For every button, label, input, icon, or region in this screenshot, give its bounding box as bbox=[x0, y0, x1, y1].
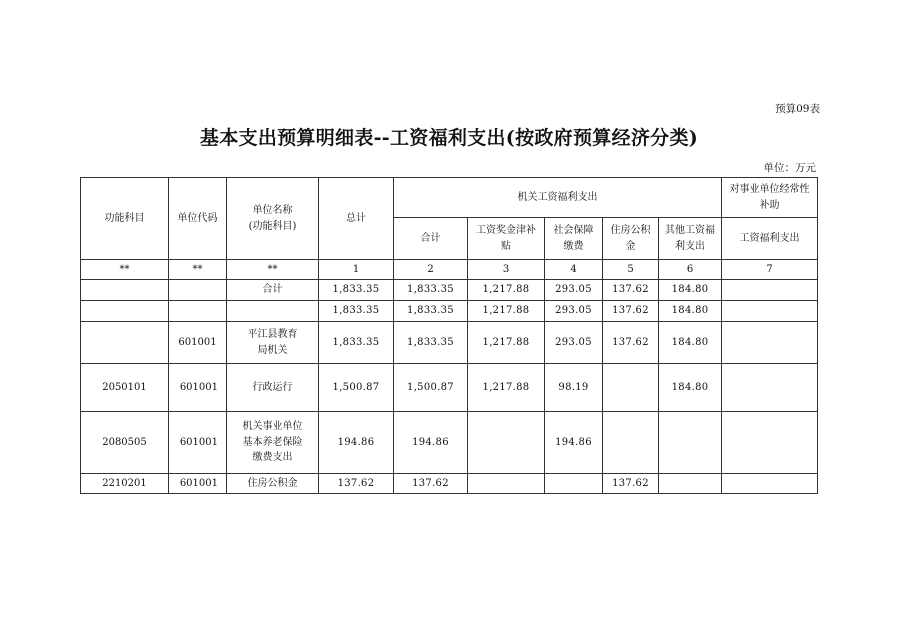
cell-bonus: 1,217.88 bbox=[468, 301, 545, 322]
header-sub-total: 合计 bbox=[394, 218, 468, 260]
cell-housing: 137.62 bbox=[603, 474, 659, 494]
cell-code: 601001 bbox=[169, 412, 227, 474]
table-row bbox=[81, 301, 818, 322]
cell-name: 住房公积金 bbox=[227, 474, 319, 494]
header-unit-name bbox=[227, 178, 319, 260]
index-cell: 6 bbox=[659, 260, 722, 280]
cell-func: 2080505 bbox=[81, 412, 169, 474]
index-cell: 2 bbox=[394, 260, 468, 280]
cell-other bbox=[659, 474, 722, 494]
cell-sum: 1,833.35 bbox=[394, 322, 468, 364]
cell-sum: 137.62 bbox=[394, 474, 468, 494]
cell-bonus bbox=[468, 474, 545, 494]
cell-func: 2050101 bbox=[81, 364, 169, 412]
header-group-subsidy bbox=[722, 178, 818, 218]
cell-subsidy bbox=[722, 322, 818, 364]
cell-social bbox=[545, 474, 603, 494]
cell-name bbox=[227, 301, 319, 322]
cell-name bbox=[227, 322, 319, 364]
cell-name-text: 平江县教育局机关 bbox=[247, 329, 298, 356]
budget-table bbox=[80, 177, 818, 494]
header-sub-social bbox=[545, 218, 603, 260]
unit-label: 单位：万元 bbox=[763, 162, 816, 174]
table-number-note: 预算09表 bbox=[775, 103, 820, 115]
cell-sum: 1,500.87 bbox=[394, 364, 468, 412]
cell-code: 601001 bbox=[169, 474, 227, 494]
cell-social: 293.05 bbox=[545, 301, 603, 322]
cell-housing: 137.62 bbox=[603, 301, 659, 322]
cell-sum: 1,833.35 bbox=[394, 280, 468, 301]
index-cell: 1 bbox=[319, 260, 394, 280]
cell-name-text: 机关事业单位基本养老保险缴费支出 bbox=[242, 421, 303, 464]
cell-social: 98.19 bbox=[545, 364, 603, 412]
cell-subsidy bbox=[722, 412, 818, 474]
header-group-subsidy-text: 对事业单位经常性补助 bbox=[729, 184, 810, 211]
cell-other: 184.80 bbox=[659, 364, 722, 412]
header-sub-subsidy-wage: 工资福利支出 bbox=[722, 218, 818, 260]
cell-subsidy bbox=[722, 301, 818, 322]
cell-housing bbox=[603, 364, 659, 412]
cell-subsidy bbox=[722, 474, 818, 494]
cell-total: 1,833.35 bbox=[319, 322, 394, 364]
cell-name: 合计 bbox=[227, 280, 319, 301]
cell-bonus: 1,217.88 bbox=[468, 322, 545, 364]
cell-func: 2210201 bbox=[81, 474, 169, 494]
cell-name bbox=[227, 412, 319, 474]
header-func-subject: 功能科目 bbox=[81, 178, 169, 260]
header-sub-housing-text: 住房公积金 bbox=[610, 225, 651, 252]
index-cell: ** bbox=[227, 260, 319, 280]
cell-total: 1,833.35 bbox=[319, 280, 394, 301]
cell-housing bbox=[603, 412, 659, 474]
index-cell: 7 bbox=[722, 260, 818, 280]
cell-bonus bbox=[468, 412, 545, 474]
index-cell: 5 bbox=[603, 260, 659, 280]
index-cell: ** bbox=[169, 260, 227, 280]
table-row bbox=[81, 364, 818, 412]
header-sub-social-text: 社会保障缴费 bbox=[553, 225, 594, 252]
cell-subsidy bbox=[722, 280, 818, 301]
cell-func bbox=[81, 322, 169, 364]
index-cell: 4 bbox=[545, 260, 603, 280]
cell-social: 293.05 bbox=[545, 280, 603, 301]
cell-subsidy bbox=[722, 364, 818, 412]
cell-total: 137.62 bbox=[319, 474, 394, 494]
cell-code bbox=[169, 280, 227, 301]
cell-other: 184.80 bbox=[659, 322, 722, 364]
header-unit-name-text: 单位名称(功能科目) bbox=[248, 205, 297, 232]
header-group-wage: 机关工资福利支出 bbox=[394, 178, 722, 218]
table-row bbox=[81, 280, 818, 301]
header-sub-bonus bbox=[468, 218, 545, 260]
header-sub-other-text: 其他工资福利支出 bbox=[665, 225, 716, 252]
cell-total: 1,833.35 bbox=[319, 301, 394, 322]
header-total: 总计 bbox=[319, 178, 394, 260]
cell-func bbox=[81, 280, 169, 301]
header-sub-other bbox=[659, 218, 722, 260]
cell-social: 293.05 bbox=[545, 322, 603, 364]
table-row bbox=[81, 322, 818, 364]
cell-total: 1,500.87 bbox=[319, 364, 394, 412]
table-row bbox=[81, 474, 818, 494]
cell-other: 184.80 bbox=[659, 301, 722, 322]
cell-social: 194.86 bbox=[545, 412, 603, 474]
cell-housing: 137.62 bbox=[603, 280, 659, 301]
header-sub-housing bbox=[603, 218, 659, 260]
cell-other: 184.80 bbox=[659, 280, 722, 301]
cell-code: 601001 bbox=[169, 364, 227, 412]
table-row bbox=[81, 412, 818, 474]
index-cell: 3 bbox=[468, 260, 545, 280]
header-sub-bonus-text: 工资奖金津补贴 bbox=[476, 225, 536, 252]
cell-sum: 1,833.35 bbox=[394, 301, 468, 322]
cell-func bbox=[81, 301, 169, 322]
index-cell: ** bbox=[81, 260, 169, 280]
cell-total: 194.86 bbox=[319, 412, 394, 474]
cell-code bbox=[169, 301, 227, 322]
cell-sum: 194.86 bbox=[394, 412, 468, 474]
header-unit-code: 单位代码 bbox=[169, 178, 227, 260]
cell-other bbox=[659, 412, 722, 474]
cell-name: 行政运行 bbox=[227, 364, 319, 412]
cell-housing: 137.62 bbox=[603, 322, 659, 364]
index-row bbox=[81, 260, 818, 280]
page-title: 基本支出预算明细表--工资福利支出(按政府预算经济分类) bbox=[199, 127, 699, 149]
cell-code: 601001 bbox=[169, 322, 227, 364]
cell-bonus: 1,217.88 bbox=[468, 364, 545, 412]
cell-bonus: 1,217.88 bbox=[468, 280, 545, 301]
